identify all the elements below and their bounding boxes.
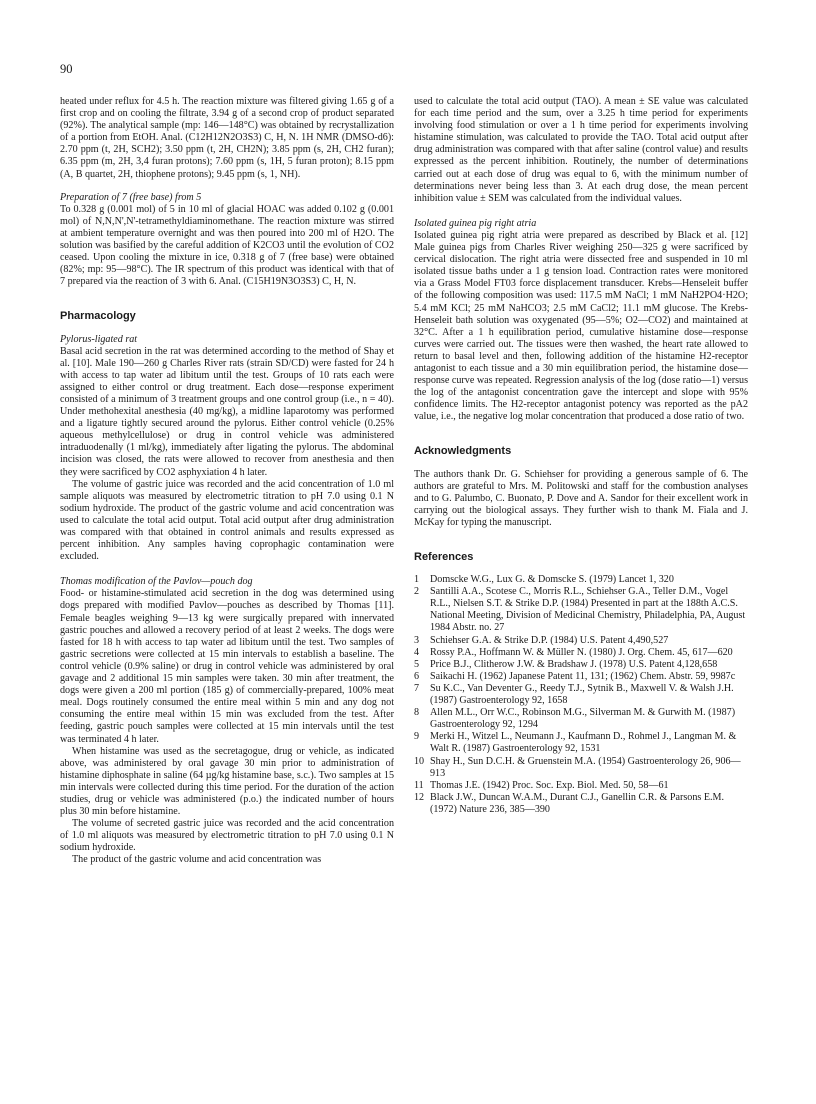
thomas-paragraph-2: When histamine was used as the secretagogue, drug or vehicle, as indicated above, was administered by oral gavage 30 min prior to administration of histamine diphosphate in saline (64 µg/kg histamine base, s.c.). Two samples at 15 min intervals were collected during this time period. For the duration of the action studies, drug or vehicle was administered (p.o.) the indicated number of hours plus 30 min before histamine.: [60, 745, 394, 818]
reference-item: 5 Price B.J., Clitherow J.W. & Bradshaw J. (1978) U.S. Patent 4,128,658: [414, 658, 718, 670]
acknowledgments-paragraph: The authors thank Dr. G. Schiehser for providing a generous sample of 6. The authors are grateful to Mrs. M. Politowski and staff for the combustion analyses and to G. Palumbo, C. Buonato, P. Dove and A. Sandor for their excellent work in carrying out the biological assays. They further wish to thank M. Fiala and J. McKay for typing the manuscript.: [414, 468, 748, 528]
pylorus-subheading: Pylorus-ligated rat: [60, 333, 138, 345]
reference-item: 1 Domscke W.G., Lux G. & Domscke S. (1979) Lancet 1, 320: [414, 574, 674, 586]
references-list: [414, 574, 748, 816]
reference-item: 6 Saikachi H. (1962) Japanese Patent 11, 131; (1962) Chem. Abstr. 59, 9987c: [414, 670, 736, 682]
tao-paragraph: used to calculate the total acid output (TAO). A mean ± SE value was calculated for each time period and the sum, over a 3.25 h time period for experiments involving food stimulation or over a 1 h time period for experiments involving histamine stimulation, was calculated to provide the TAO. Total acid output after drug administration was compared with that after saline (control value) and results expressed as the percent inhibition. Routinely, the number of determinations carried out at each dose of drug was equal to 6, with the minimum number of determinations never being less than 3. At each drug dose, the mean percent inhibition value ± SEM was calculated from the individual values.: [414, 96, 748, 204]
acknowledgments-heading: Acknowledgments: [414, 445, 512, 458]
atria-subheading: Isolated guinea pig right atria: [414, 217, 537, 229]
reference-item: 12 Black J.W., Duncan W.A.M., Durant C.J., Ganellin C.R. & Parsons E.M. (1972) Nature 236, 385—390: [414, 791, 725, 815]
reference-item: 8 Allen M.L., Orr W.C., Robinson M.G., Silverman M. & Gurwith M. (1987) Gastroenterology 92, 1294: [414, 707, 736, 731]
pylorus-paragraph-2: The volume of gastric juice was recorded and the acid concentration of 1.0 ml sample aliquots was measured by electrometric titration to pH 7.0 using 0.1 N sodium hydroxide. The product of the gastric volume and acid concentration was used to calculate the total acid output. Total acid output after drug administration was compared with that obtained in control animals and results expressed as percent inhibition. Any samples having coprophagic contamination were excluded.: [60, 478, 394, 563]
references-heading: References: [414, 551, 474, 563]
pylorus-paragraph-1: Basal acid secretion in the rat was determined according to the method of Shay et al. [10]. Male 190—260 g Charles River rats (strain SD/CD) were fasted for 24 h with access to tap water ad libitum until the test. Groups of 10 rats each were assigned to either control or drug treatment. Each dose—response experiment consisted of a minimum of 3 treatment groups and one control group (i.e., n = 40). Under methohexital anesthesia (40 mg/kg), a midline laparotomy was performed and a ligature tightly secured around the pylorus. Either control vehicle (0.25% aqueous methylcellulose) or drug in control vehicle was administered intraduodenally (1 ml/kg), immediately after ligating the pylorus. The abdominal incision was closed, the rats were allowed to recover from anesthesia and then they were sacrificed by CO2 asphyxiation 4 h later.: [60, 345, 394, 478]
prep-subheading: Preparation of 7 (free base) from 5: [60, 191, 202, 203]
pharmacology-heading: Pharmacology: [60, 310, 136, 323]
right-column: [414, 96, 748, 816]
reference-item: 9 Merki H., Witzel L., Neumann J., Kaufmann D., Rohmel J., Langman M. & Walt R. (1987) Gastroenterology 92, 1531: [414, 731, 737, 755]
thomas-subheading: Thomas modification of the Pavlov—pouch dog: [60, 576, 253, 588]
reference-item: 7 Su K.C., Van Deventer G., Reedy T.J., Sytnik B., Maxwell V. & Walsh J.H. (1987) Gastroenterology 92, 1658: [414, 682, 734, 707]
reference-item: 4 Rossy P.A., Hoffmann W. & Müller N. (1980) J. Org. Chem. 45, 617—620: [414, 646, 733, 658]
reference-item: 10 Shay H., Sun D.C.H. & Gruenstein M.A. (1954) Gastroenterology 26, 906—913: [414, 755, 741, 779]
thomas-paragraph-3: The volume of secreted gastric juice was recorded and the acid concentration of 1.0 ml aliquots was measured by electrometric titration to pH 7.0 using 0.1 N sodium hydroxide.: [60, 818, 394, 854]
atria-paragraph: Isolated guinea pig right atria were prepared as described by Black et al. [12] Male guinea pigs from Charles River weighing 250—325 g were sacrificed by cervical dislocation. The right atria were dissected free and suspended in 10 ml isolated tissue baths under a 1 g tension load. Contraction rates were monitored via a Grass Model FT03 force displacement transducer. Krebs—Henseleit buffer of the following composition was used: 117.5 mM NaCl; 1 mM NaH2PO4·H2O; 5.4 mM KCl; 25 mM NaHCO3; 2.5 mM CaCl2; 11.1 mM glucose. The Krebs-Henseleit bath solution was oxygenated (95—5%; O2—CO2) and maintained at 32°C. After a 1 h equilibration period, cumulative histamine dose—response curves were carried out. The tissues were then washed, the heart rate allowed to return to basal level and then, following addition of the histamine H2-receptor antagonist to each tissue and a 30 min equilibration period, the histamine dose—response curve was repeated. Regression analysis of the log (dose ratio—1) versus the log of the antagonist concentration gave the intercept and slope with 95% confidence limits. The H2-receptor antagonist potency was reported as the pA2 value, i.e., the negative log molar concentration that produced a dose ratio of two.: [414, 229, 748, 423]
reference-item: 11 Thomas J.E. (1942) Proc. Soc. Exp. Biol. Med. 50, 58—61: [414, 779, 669, 791]
synthesis-paragraph: heated under reflux for 4.5 h. The reaction mixture was filtered giving 1.65 g of a first crop and on cooling the filtrate, 3.94 g of a second crop of product separated (92%). The analytical sample (mp: 146—148°C) was obtained by recrystallization of a portion from EtOH. Anal. (C12H12N2O3S3) C, H, N. 1H NMR (DMSO-d6): 2.70 ppm (t, 2H, SCH2); 3.50 ppm (t, 2H, CH2N); 3.85 ppm (s, 2H, CH2 furan); 6.35 ppm (m, 2H, 3,4 furan protons); 7.60 ppm (s, 1H, 5 furan proton); 8.15 ppm (A, B quartet, 2H, thiophene protons); 9.45 ppm (s, 1, NH).: [60, 96, 394, 180]
thomas-paragraph-1: Food- or histamine-stimulated acid secretion in the dog was determined using dogs prepared with modified Pavlov—pouches as described by Thomas [11]. Female beagles weighing 9—13 kg were surgically prepared with innervated gastric pouches and allowed a recovery period of at least 2 weeks. The dogs were fasted for 18 h with access to tap water ad libitum until the test. Two samples of gastric secretions were collected at 15 min intervals to establish a baseline. The control vehicle (0.9% saline) or drug in control vehicle was administered by oral gavage and 2 additional 15 min samples were taken. 30 min after treatment, the dogs were given a 200 ml portion (185 g) of commercially-prepared, 100% meat meal. Dogs routinely consumed the entire meal within 5 min and any dog not consuming the entire meal within 15 min was excluded from the test. After feeding, gastric pouch samples were collected at 15 min intervals until the test was terminated 4 h later.: [60, 588, 394, 745]
page-number: 90: [60, 62, 73, 76]
thomas-paragraph-4: The product of the gastric volume and acid concentration was: [72, 854, 322, 866]
prep-paragraph: To 0.328 g (0.001 mol) of 5 in 10 ml of glacial HOAC was added 0.102 g (0.001 mol) of N,N,N',N'-tetramethyldiaminomethane. The reaction mixture was stirred at ambient temperature overnight and was then poured into 200 ml of H2O. The solution was basified by the careful addition of K2CO3 until the evolution of CO2 ceased. Upon cooling the mixture in ice, 0.318 g of 7 (free base) were obtained (82%; mp: 95—98°C). The IR spectrum of this product was identical with that of 7 prepared via the reaction of 3 with 6. Anal. (C15H19N3O3S3) C, H, N.: [60, 203, 394, 288]
reference-item: 3 Schiehser G.A. & Strike D.P. (1984) U.S. Patent 4,490,527: [414, 634, 669, 646]
reference-item: 2 Santilli A.A., Scotese C., Morris R.L., Schiehser G.A., Teller D.M., Vogel R.L., Nielsen S.T. & Strike D.P. (1984) Presented in part at the 188th A.C.S. National Meeting, Division of Medicinal Chemistry, Philadelphia, PA, August 1984 Abstr. no. 27: [414, 586, 746, 634]
left-column: [60, 96, 394, 867]
